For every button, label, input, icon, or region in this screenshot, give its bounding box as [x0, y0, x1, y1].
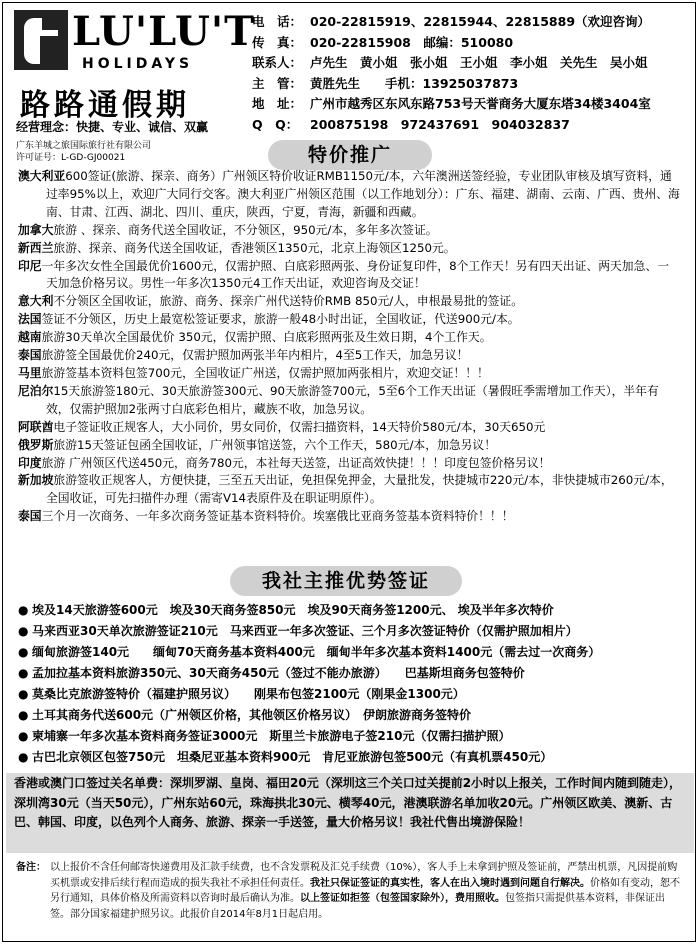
license-number: 许可证号：L-GD-GJ00021 — [16, 153, 126, 163]
offer-item — [18, 419, 680, 437]
bullet-icon: ● — [18, 750, 29, 764]
advantage-text: 埃及14天旅游签600元 埃及30天商务签850元 埃及90天商务签1200元、 埃及半年多次特价 — [32, 603, 554, 617]
advantage-text: 柬埔寨一年多次基本资料商务签证3000元 斯里兰卡旅游电子签210元（仅需扫描护照） — [32, 729, 511, 743]
offer-text: 不分领区全国收证，旅游、商务、探亲广州代送特价RMB 850元/人，申根最易批的签证。 — [53, 294, 524, 309]
offer-item — [18, 472, 680, 508]
offer-item — [18, 293, 680, 311]
bullet-icon: ● — [18, 729, 29, 743]
offer-text: 15天旅游签180元、30天旅游签300元、90天旅游签700元，5至6个工作天出证（暑假旺季需增加工作天），半年有效，仅需护照加2张两寸白底彩色相片，藏族不收，加急另议。 — [46, 383, 659, 416]
advantage-text: 孟加拉基本资料旅游350元、30天商务450元（签过不能办旅游） 巴基斯坦商务包签特价 — [32, 666, 525, 680]
bullet-icon: ● — [18, 603, 29, 617]
advantage-text: 缅甸旅游签140元 缅甸70天商务基本资料400元 缅甸半年多次基本资料1400元（需去过一次商务） — [32, 645, 601, 659]
offer-text: 旅游30天单次全国最优价 350元，仅需护照、白底彩照两张及生效日期，4个工作天。 — [41, 330, 492, 345]
offer-country: 尼泊尔 — [18, 383, 54, 398]
offer-item — [18, 222, 680, 240]
offer-item — [18, 508, 680, 526]
offer-country: 泰国 — [18, 509, 42, 524]
brand-chinese-name: 路路通假期 — [20, 88, 190, 123]
advantage-item — [18, 726, 684, 747]
offer-country: 法国 — [18, 312, 42, 327]
advantage-text: 马来西亚30天单次旅游签证210元 马来西亚一年多次签证、三个月多次签证特价（仅需护照加相片） — [32, 624, 578, 638]
brand-mark-icon — [14, 10, 68, 70]
advantage-visas-title: 我社主推优势签证 — [230, 566, 462, 596]
offer-country: 澳大利亚 — [18, 169, 66, 183]
notes-block — [16, 860, 684, 922]
advantage-item — [18, 600, 684, 621]
bullet-icon: ● — [18, 645, 29, 659]
offer-text: 旅游签收正规客人，方便快捷，三至五天出证，免担保免押金，大量批发，快捷城市220元/本，非快捷城市260元/本，全国收证，可先扫描件办理（需寄V14表原件及在职证明原件）。 — [46, 473, 673, 506]
offer-text: 旅游 、探亲、商务代送全国收证，不分领区，950元/本，多年多次签证。 — [53, 222, 438, 237]
offer-text: 旅游 广州领区代送450元，商务780元，本社每天送签，出证高效快捷！！！印度包签价格另议！ — [41, 455, 551, 470]
offer-text: 签证不分领区，历史上最宽松签证要求，旅游一般48小时出证，全国收证，代送900元/本。 — [41, 312, 520, 327]
brand-name: LU'LU'T — [72, 8, 255, 55]
hk-macau-text: 香港或澳门口签过关名单费：深圳罗湖、皇岗、福田20元（深圳这三个关口过关提前2小时以上报关，工作时间内随到随走），深圳湾30元（当天50元），广州东站60元，珠海拱北30元、横琴40元，港澳联游名单加收20元。广州领区欧美、澳新、古巴、韩国、印度，以色列个人商务、旅游、探亲一手送签，量大价格另议！我社代售出境游保险！ — [14, 776, 682, 829]
offer-country: 印度 — [18, 455, 42, 470]
contact-block — [252, 12, 692, 135]
offer-country: 马里 — [18, 365, 42, 380]
contact-people: 联系人： 卢先生 黄小姐 张小姐 王小姐 李小姐 关先生 吴小姐 — [252, 55, 648, 70]
offer-item — [18, 455, 680, 473]
offer-country: 印尼 — [18, 258, 42, 273]
offer-text: 旅游15天签证包函全国收证，广州领事馆送签，六个工作天，580元/本，加急另议！ — [53, 437, 497, 452]
offer-item — [18, 383, 680, 419]
notes-label: 备注： — [16, 862, 46, 873]
offer-country: 俄罗斯 — [18, 437, 54, 452]
bullet-icon: ● — [18, 624, 29, 638]
contact-fax: 传 真： 020-22815908 邮编：510080 — [252, 34, 514, 50]
advantage-text: 土耳其商务代送600元（广州领区价格，其他领区价格另议） 伊朗旅游商务签特价 — [32, 708, 472, 722]
offer-country: 新西兰 — [18, 240, 54, 255]
advantage-text: 莫桑比克旅游签特价（福建护照另议） 刚果布包签2100元（刚果金1300元） — [32, 687, 465, 701]
special-offers-list — [18, 168, 680, 526]
offer-item — [18, 240, 680, 258]
offer-item — [18, 258, 680, 294]
advantage-item — [18, 642, 684, 663]
company-name: 广东羊城之旅国际旅行社有限公司 — [16, 141, 152, 151]
offer-country: 越南 — [18, 330, 42, 345]
advantage-item — [18, 663, 684, 684]
advantage-item — [18, 705, 684, 726]
advantage-visas-list — [18, 600, 684, 768]
bullet-icon: ● — [18, 687, 29, 701]
contact-qq: Q Q： 200875198 972437691 904032837 — [252, 116, 570, 132]
offer-text: 旅游、探亲、商务代送全国收证，香港领区1350元，北京上海领区1250元。 — [53, 240, 456, 255]
offer-item — [18, 329, 680, 347]
offer-country: 加拿大 — [18, 222, 54, 237]
offer-item — [18, 437, 680, 455]
contact-phone: 电 话： 020-22815919、22815944、22815889（欢迎咨询） — [252, 14, 651, 29]
brand-logo — [8, 6, 255, 163]
advantage-item — [18, 747, 684, 768]
advantage-item — [18, 684, 684, 705]
advantage-text: 古巴北京领区包签750元 坦桑尼亚基本资料900元 肯尼亚旅游包签500元（有真机票450元） — [32, 750, 553, 764]
offer-country: 泰国 — [18, 348, 42, 363]
offer-item — [18, 347, 680, 365]
offer-text: 电子签证收正规客人，大小同价，男女同价，仅需扫描资料，14天特价580元/本，30天650元 — [53, 419, 546, 434]
offer-text: 旅游签全国最优价240元，仅需护照加两张半年内相片，4至5工作天，加急另议！ — [41, 348, 469, 363]
brand-motto: 经营理念：快捷、专业、诚信、双赢 — [16, 120, 209, 134]
offer-item — [18, 311, 680, 329]
bullet-icon: ● — [18, 708, 29, 722]
offer-text: 600签证(旅游、探亲、商务）广州领区特价收证RMB1150元/本，六年澳洲送签经验，专业团队审核及填写资料，通过率95%以上，欢迎广大同行交客。澳大利亚广州领区范围（以工作地划分）：广东、福建、湖南、云南、广西、贵州、海南、甘肃、江西、湖北、四川、重庆，陕西，宁夏，青海，新疆和西藏。 — [46, 169, 680, 219]
offer-text: 旅游签基本资料包签700元，全国收证广州送，仅需护照加两张相片，欢迎交证！！！ — [41, 365, 489, 380]
special-offers-title: 特价推广 — [268, 140, 432, 170]
contact-manager: 主 管： 黄胜先生 手机：13925037873 — [252, 75, 519, 91]
offer-text: 三个月一次商务、一年多次商务签证基本资料特价。埃塞俄比亚商务签基本资料特价！！！ — [41, 509, 514, 524]
bullet-icon: ● — [18, 666, 29, 680]
offer-country: 新加坡 — [18, 473, 54, 488]
notes-body: 以上报价不含任何邮寄快递费用及汇款手续费，也不含发票税及汇兑手续费（10%），客人手上未拿到护照及签证前，严禁出机票，凡因提前购买机票或安排后续行程而造成的损失我社不承担任何责任。我社只保证签证的真实性，客人在出入境时遇到问题自行解决。价格如有变动，恕不另行通知，具体价格及所需资料以咨询时最后确认为准。以上签证如拒签（包签国家除外），费用照收。包签指只需提供基本资料，非保证出签。部分国家福建护照另议。此报价自2014年8月1日起启用。 — [50, 862, 680, 920]
offer-text: 一年多次女性全国最优价1600元，仅需护照、白底彩照两张、身份证复印件，8个工作天！另有四天出证、两天加急、一天加急价格另议。男性一年多次1350元4工作天出证，欢迎咨询及交证！ — [41, 258, 669, 291]
brand-subtitle: HOLIDAYS — [82, 56, 194, 72]
advantage-item — [18, 621, 684, 642]
offer-country: 意大利 — [18, 294, 54, 309]
offer-country: 阿联酋 — [18, 419, 54, 434]
offer-item — [18, 365, 680, 383]
contact-address: 地 址： 广州市越秀区东风东路753号天誉商务大厦东塔34楼3404室 — [252, 96, 651, 111]
offer-item — [18, 168, 680, 222]
